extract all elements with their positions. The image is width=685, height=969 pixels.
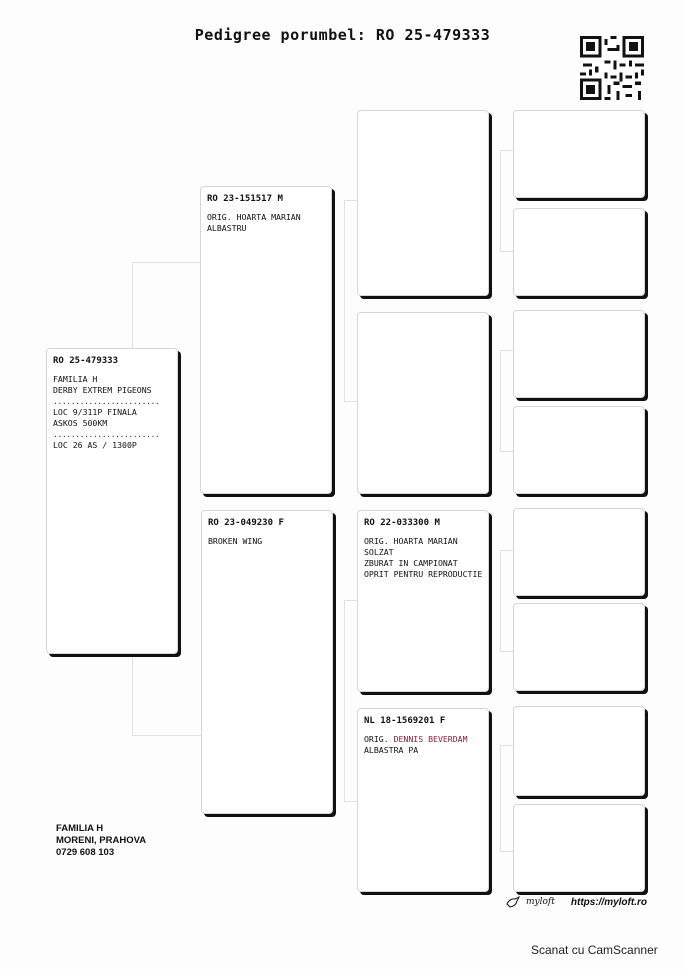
dam-sire-line: ZBURAT IN CAMPIONAT	[364, 558, 458, 568]
dam-sire-line: OPRIT PENTRU REPRODUCTIE	[364, 569, 483, 579]
dam-sire-line: SOLZAT	[364, 547, 394, 557]
great-grandparent-card-4[interactable]	[513, 406, 645, 494]
subject-line: DERBY EXTREM PIGEONS	[53, 385, 152, 395]
great-grandparent-card-1[interactable]	[513, 110, 645, 198]
dam-dam-breeder-name: DENNIS BEVERDAM	[393, 734, 468, 744]
dam-dam-line: ALBASTRA PA	[364, 745, 419, 755]
great-grandparent-card-2[interactable]	[513, 208, 645, 296]
sire-card[interactable]	[200, 186, 332, 494]
pigeon-logo-icon	[506, 895, 520, 909]
connector-subject-sire	[132, 262, 201, 349]
subject-line: LOC 9/311P FINALA	[53, 407, 137, 417]
subject-line: ASKOS 500KM	[53, 418, 108, 428]
dam-dam-card[interactable]	[357, 708, 489, 892]
sire-sire-card[interactable]	[357, 110, 489, 296]
owner-address: MORENI, PRAHOVA	[56, 835, 147, 846]
dam-dam-ring: NL 18-1569201 F	[364, 716, 446, 726]
dam-sire-ring: RO 22-033300 M	[364, 518, 440, 528]
scanner-watermark: Scanat cu CamScanner	[531, 943, 658, 957]
subject-separator: ........................	[53, 429, 160, 439]
sire-line: ORIG. HOARTA MARIAN	[207, 212, 301, 222]
dam-line: BROKEN WING	[208, 536, 263, 546]
page-title: Pedigree porumbel: RO 25-479333	[194, 26, 491, 44]
subject-ring: RO 25-479333	[53, 356, 119, 366]
dam-dam-line	[364, 734, 482, 745]
brand-footer	[506, 895, 647, 909]
dam-sire-card[interactable]	[357, 510, 489, 692]
brand-logo-text: myloft	[526, 897, 555, 907]
subject-line: LOC 26 AS / 1300P	[53, 440, 137, 450]
owner-block	[56, 823, 146, 859]
owner-phone: 0729 608 103	[56, 847, 115, 858]
brand-url-link[interactable]: https://myloft.ro	[570, 896, 647, 908]
dam-card[interactable]	[201, 510, 333, 814]
great-grandparent-card-7[interactable]	[513, 706, 645, 796]
qr-code-icon	[580, 36, 644, 100]
sire-line: ALBASTRU	[207, 223, 247, 233]
subject-card[interactable]	[46, 348, 178, 654]
dam-ring: RO 23-049230 F	[208, 518, 284, 528]
subject-line: FAMILIA H	[53, 374, 98, 384]
sire-ring: RO 23-151517 M	[207, 194, 283, 204]
great-grandparent-card-8[interactable]	[513, 804, 645, 892]
dam-sire-line: ORIG. HOARTA MARIAN	[364, 536, 458, 546]
great-grandparent-card-5[interactable]	[513, 508, 645, 596]
great-grandparent-card-6[interactable]	[513, 603, 645, 691]
great-grandparent-card-3[interactable]	[513, 310, 645, 398]
subject-separator: ........................	[53, 396, 160, 406]
sire-dam-card[interactable]	[357, 312, 489, 494]
connector-subject-dam	[132, 655, 201, 736]
owner-name: FAMILIA H	[56, 823, 104, 834]
dam-dam-orig-prefix: ORIG.	[364, 734, 394, 744]
